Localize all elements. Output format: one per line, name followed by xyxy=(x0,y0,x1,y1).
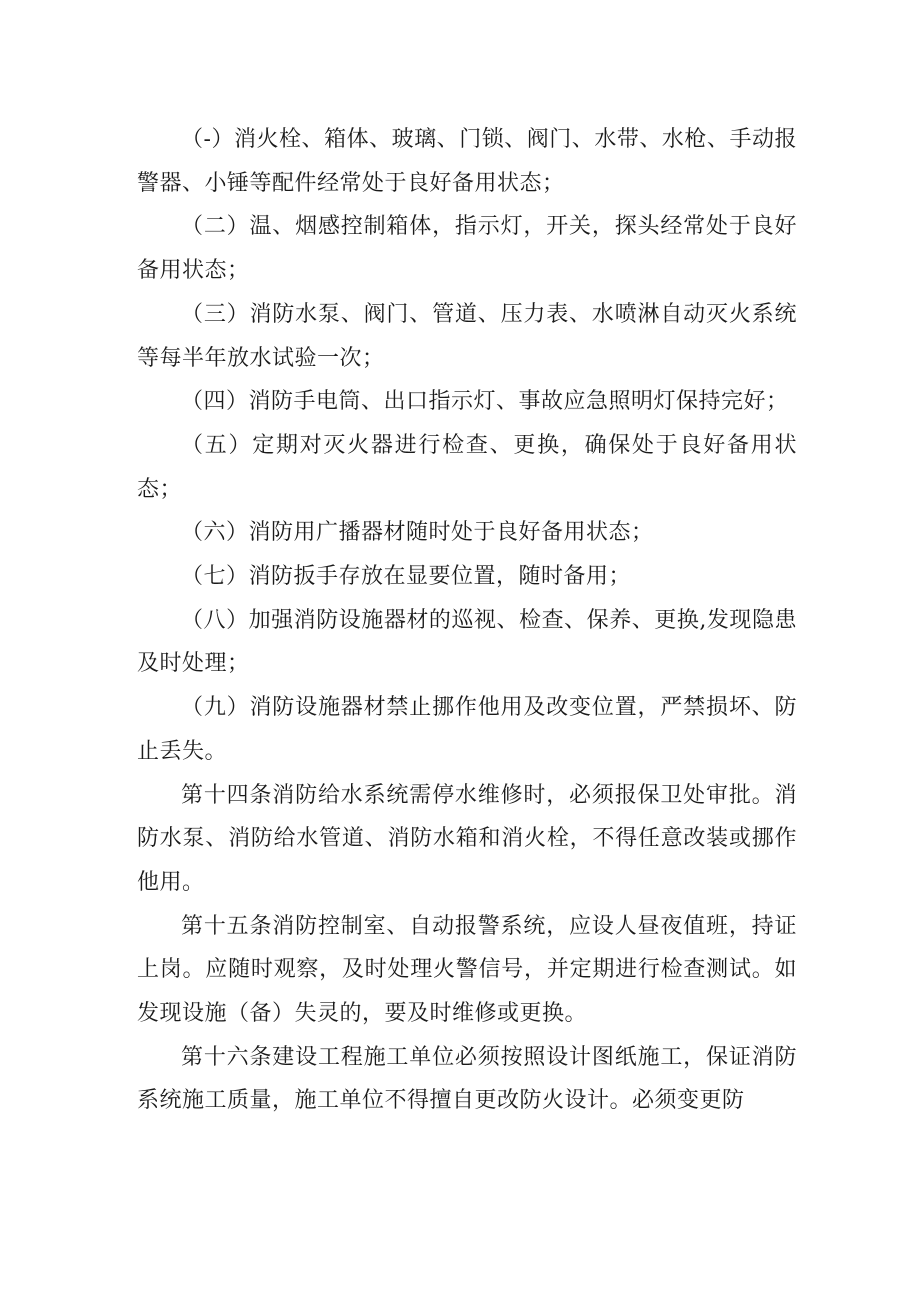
clause-item-8: （八）加强消防设施器材的巡视、检查、保养、更换,发现隐患及时处理； xyxy=(137,607,797,677)
clause-item-6: （六）消防用广播器材随时处于良好备用状态； xyxy=(181,520,654,546)
clause-item-3: （三）消防水泵、阀门、管道、压力表、水喷淋自动灭火系统等每半年放水试验一次； xyxy=(137,301,797,371)
clause-item-5: （五）定期对灭火器进行检查、更换，确保处于良好备用状态； xyxy=(137,432,797,502)
clause-item-1: （-）消火栓、箱体、玻璃、门锁、阀门、水带、水枪、手动报警器、小锤等配件经常处于良好备用状态； xyxy=(137,127,797,196)
article-15: 第十五条消防控制室、自动报警系统，应设人昼夜值班，持证上岗。应随时观察，及时处理火警信号，并定期进行检查测试。如发现设施（备）失灵的，要及时维修或更换。 xyxy=(137,913,797,1027)
article-16: 第十六条建设工程施工单位必须按照设计图纸施工，保证消防系统施工质量，施工单位不得擅自更改防火设计。必须变更防 xyxy=(137,1044,797,1114)
article-14: 第十四条消防给水系统需停水维修时，必须报保卫处审批。消防水泵、消防给水管道、消防水箱和消火栓，不得任意改装或挪作他用。 xyxy=(137,782,797,895)
document-body xyxy=(137,118,797,1123)
clause-item-4: （四）消防手电筒、出口指示灯、事故应急照明灯保持完好； xyxy=(181,389,789,415)
clause-item-7: （七）消防扳手存放在显要位置，随时备用； xyxy=(181,564,632,590)
clause-item-9: （九）消防设施器材禁止挪作他用及改变位置，严禁损坏、防止丢失。 xyxy=(137,695,797,764)
clause-item-2: （二）温、烟感控制箱体，指示灯，开关，探头经常处于良好备用状态； xyxy=(137,214,797,284)
